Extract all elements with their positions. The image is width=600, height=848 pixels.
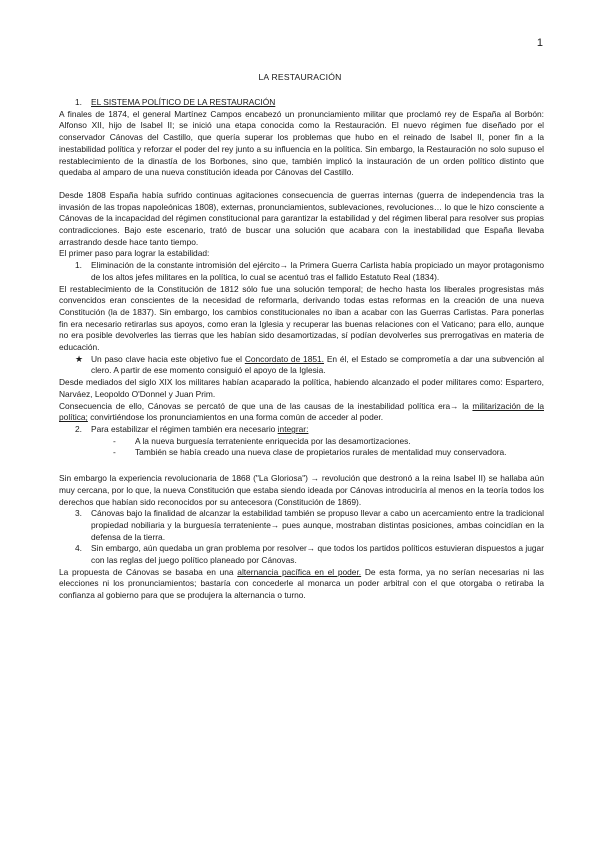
underlined-term: Concordato de 1851. [244,353,325,364]
paragraph-intro: A finales de 1874, el general Martínez Campos encabezó un pronunciamiento militar que proclamó rey de España al Borbón: Alfonso XII, hijo de Isabel II; se inició una etapa conocida como la Restauración. El nuevo régimen fue diseñado por el conservador Cánovas del Castillo, que quería superar los problemas que hubo en el reinado de Isabel II, poner fin a la inestabilidad política y reforzar el poder del rey junto a su influencia en la política. Sin embargo, la Restauración no solo supuso el restablecimiento de la dinastía de los Borbones, sino que, también implicó la instauración de un orden político distinto que quedaba al amparo de una nueva constitución ideada por Cánovas del Castillo. [59,108,544,178]
paragraph-revolution: Sin embargo la experiencia revolucionaria de 1868 ("La Gloriosa") → revolución que destronó a la reina Isabel II) se hallaba aún muy cercana, por lo que, la nueva Constitución que estaba siendo ideada por Cánovas introduciría al menos en la teoría todos los derechos que habían sido reconocidos por su antecesora (Constitución de 1869). [59,473,544,507]
item-text: Eliminación de la constante intromisión del ejército→ la Primera Guerra Carlista había propiciado un mayor protagonismo de los altos jefes militares en la política, lo cual se acentuó tras el fallido Estatuto Real (1834). [91,260,544,282]
paragraph-proposal: La propuesta de Cánovas se basaba en una alternancia pacífica en el poder. De esta forma, ya no serían necesarias ni las elecciones ni los pronunciamientos; bastaría con concederle al monarca un poder arbitral con el que otorgaba o retiraba la confianza al gobierno para que se produjera la alternancia o turno. [59,566,544,601]
underlined-term: alternancia pacífica en el poder. [237,566,362,577]
document-body [59,97,544,602]
document-title: LA RESTAURACIÓN [258,72,342,82]
item-number: 1. [75,260,82,271]
numbered-item-1 [59,260,544,283]
numbered-item-2 [59,424,544,436]
dash-marker: - [113,435,116,446]
paragraph-consequence: Consecuencia de ello, Cánovas se percató de que una de las causas de la inestabilidad política era→ la militarización de la política; convirtiéndose los pronunciamientos en una forma común de acceder al poder. [59,400,544,423]
item-number: 3. [75,508,82,519]
item-text: Cánovas bajo la finalidad de alcanzar la estabilidad también se propuso llevar a cabo un acercamiento entre la tradicional propiedad nobiliaria y la burguesía terrateniente→ pues aunque, mostraban distintas posiciones, ambas coincidían en la defensa de la tierra. [91,508,544,542]
underlined-term: integrar: [277,423,309,434]
item-number: 2. [75,423,82,434]
item-text: A la nueva burguesía terrateniente enriquecida por las desamortizaciones. [135,435,411,446]
paragraph-military: Desde mediados del siglo XIX los militares habían acaparado la política, habiendo alcanzado el poder militares como: Espartero, Narváez, Leopoldo O'Donnel y Juan Prim. [59,377,544,399]
underlined-term: militarización de la política; [59,400,544,423]
star-icon: ★ [75,353,84,364]
paragraph-first-step: El primer paso para lograr la estabilidad: [59,248,210,259]
section-number: 1. [75,97,82,107]
numbered-item-4 [59,543,544,566]
dash-item [59,436,544,448]
item-number: 4. [75,543,82,554]
item-text: También se había creado una nueva clase de propietarios rurales de mentalidad muy conservadora. [135,447,507,458]
item-text: Un paso clave hacia este objetivo fue el Concordato de 1851. En él, el Estado se comprometía a dar una subvención al clero. A partir de ese momento consiguió el apoyo de la Iglesia. [91,353,544,376]
paragraph-constitution: El restablecimiento de la Constitución de 1812 sólo fue una solución temporal; de hecho hasta los liberales progresistas más convencidos eran conscientes de la necesidad de reformarla, derivando todas estas reformas en la creación de una nueva Constitución (la de 1837). Sin embargo, los cambios constitucionales no iban a acabar con las Guerras Carlistas. Para ponerlas fin era necesario retirarlas sus apoyos, como eran la Iglesia y recuperar las buenas relaciones con el Vaticano; para ello, aunque no era posible devolverles las tierras que les habían sido desamortizadas, sí podían devolverles sus prerrogativas en materia de educación. [59,283,544,353]
section-heading [59,97,544,109]
dash-item [59,447,544,459]
section-title: EL SISTEMA POLÍTICO DE LA RESTAURACIÓN [91,97,276,107]
star-bullet-item [59,354,544,377]
page-number: 1 [536,37,543,49]
paragraph-context: Desde 1808 España había sufrido continuas agitaciones consecuencia de guerras internas (guerra de independencia tras la invasión de las tropas napoleónicas 1808), externas, pronunciamientos, sublevaciones, revoluciones… lo que le hizo consciente a Cánovas de la incapacidad del régimen constitucional para garantizar la estabilidad y del régimen liberal para resolver sus propias contradicciones. Bajo este escenario, trató de buscar una solución que acabara con la inestabilidad que España llevaba arrastrando desde hace tanto tiempo. [59,189,544,247]
item-text: Para estabilizar el régimen también era necesario integrar: [91,423,309,434]
numbered-item-3 [59,508,544,543]
item-text: Sin embargo, aún quedaba un gran problema por resolver→ que todos los partidos políticos estuvieran dispuestos a jugar con las reglas del juego político planeado por Cánovas. [91,543,544,566]
dash-marker: - [113,447,116,458]
